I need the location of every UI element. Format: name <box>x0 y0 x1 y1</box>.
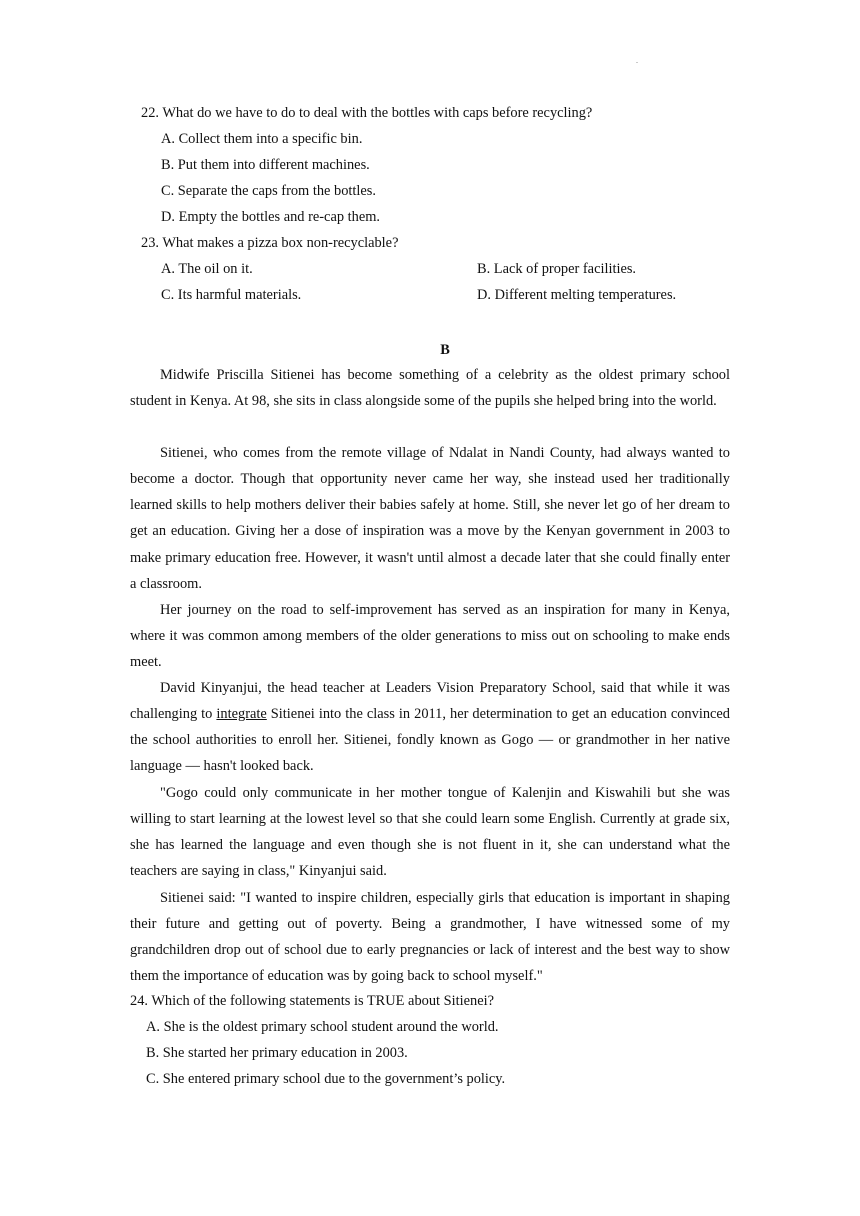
passage-paragraph-1: Midwife Priscilla Sitienei has become something of a celebrity as the oldest primary school student in Kenya. At 98, she sits in class alongside some of the pupils she helped bring into the world. <box>130 367 730 410</box>
section-title: B <box>440 342 450 358</box>
question-22-option-b: B. Put them into different machines. <box>161 157 370 173</box>
question-24-stem: 24. Which of the following statements is TRUE about Sitienei? <box>130 993 494 1009</box>
question-22-option-d: D. Empty the bottles and re-cap them. <box>161 209 380 225</box>
question-22-option-a: A. Collect them into a specific bin. <box>161 131 363 147</box>
passage-paragraph-5: "Gogo could only communicate in her mother tongue of Kalenjin and Kiswahili but she was willing to start learning at the lowest level so that she could learn some English. Currently at grade six, she has learned the language and even though she is not fluent in it, she can understand what the teachers are saying in class," Kinyanjui said. <box>130 785 730 880</box>
passage-paragraph-3: Her journey on the road to self-improvement has served as an inspiration for many in Kenya, where it was common among members of the older generations to miss out on schooling to make ends meet. <box>130 602 730 671</box>
paragraph-4-text-end: Sitienei into the class in 2011, her determination to get an education convinced the school authorities to enroll her. Sitienei, fondly known as Gogo — or grandmother in her native language — hasn't looked back. <box>130 706 730 775</box>
question-23-stem: 23. What makes a pizza box non-recyclable? <box>141 235 399 251</box>
question-24-option-a: A. She is the oldest primary school student around the world. <box>146 1019 499 1035</box>
underlined-word: integrate <box>216 706 267 723</box>
passage-paragraph-2: Sitienei, who comes from the remote village of Ndalat in Nandi County, had always wanted to become a doctor. Though that opportunity never came her way, she instead used her traditionally learned skills to help mothers deliver their babies safely at home. Still, she never let go of her dream to get an education. Giving her a dose of inspiration was a move by the Kenyan government in 2003 to make primary education free. However, it wasn't until almost a decade later that she could finally enter a classroom. <box>130 445 730 592</box>
paragraph-4-text-start: David Kinyanjui, the head teacher at Leaders Vision Preparatory School, said that while it was challenging to <box>130 680 730 723</box>
passage-paragraph-4 <box>130 675 730 780</box>
question-23-option-c: C. Its harmful materials. <box>161 287 302 303</box>
passage-paragraph-6: Sitienei said: "I wanted to inspire children, especially girls that education is important in shaping their future and getting out of poverty. Being a grandmother, I have witnessed some of my grandchildren drop out of school due to early pregnancies or lack of interest and the best way to show them the importance of education was by going back to school myself." <box>130 890 730 985</box>
question-23-option-a: A. The oil on it. <box>161 261 253 277</box>
question-23-option-d: D. Different melting temperatures. <box>477 287 677 303</box>
question-24-option-b: B. She started her primary education in 2003. <box>146 1045 408 1061</box>
question-22-option-c: C. Separate the caps from the bottles. <box>161 183 376 199</box>
question-22-stem: 22. What do we have to do to deal with the bottles with caps before recycling? <box>141 105 593 121</box>
question-23-option-b: B. Lack of proper facilities. <box>477 261 637 277</box>
question-24-option-c: C. She entered primary school due to the government’s policy. <box>146 1071 506 1087</box>
header-mark: . <box>636 56 638 65</box>
